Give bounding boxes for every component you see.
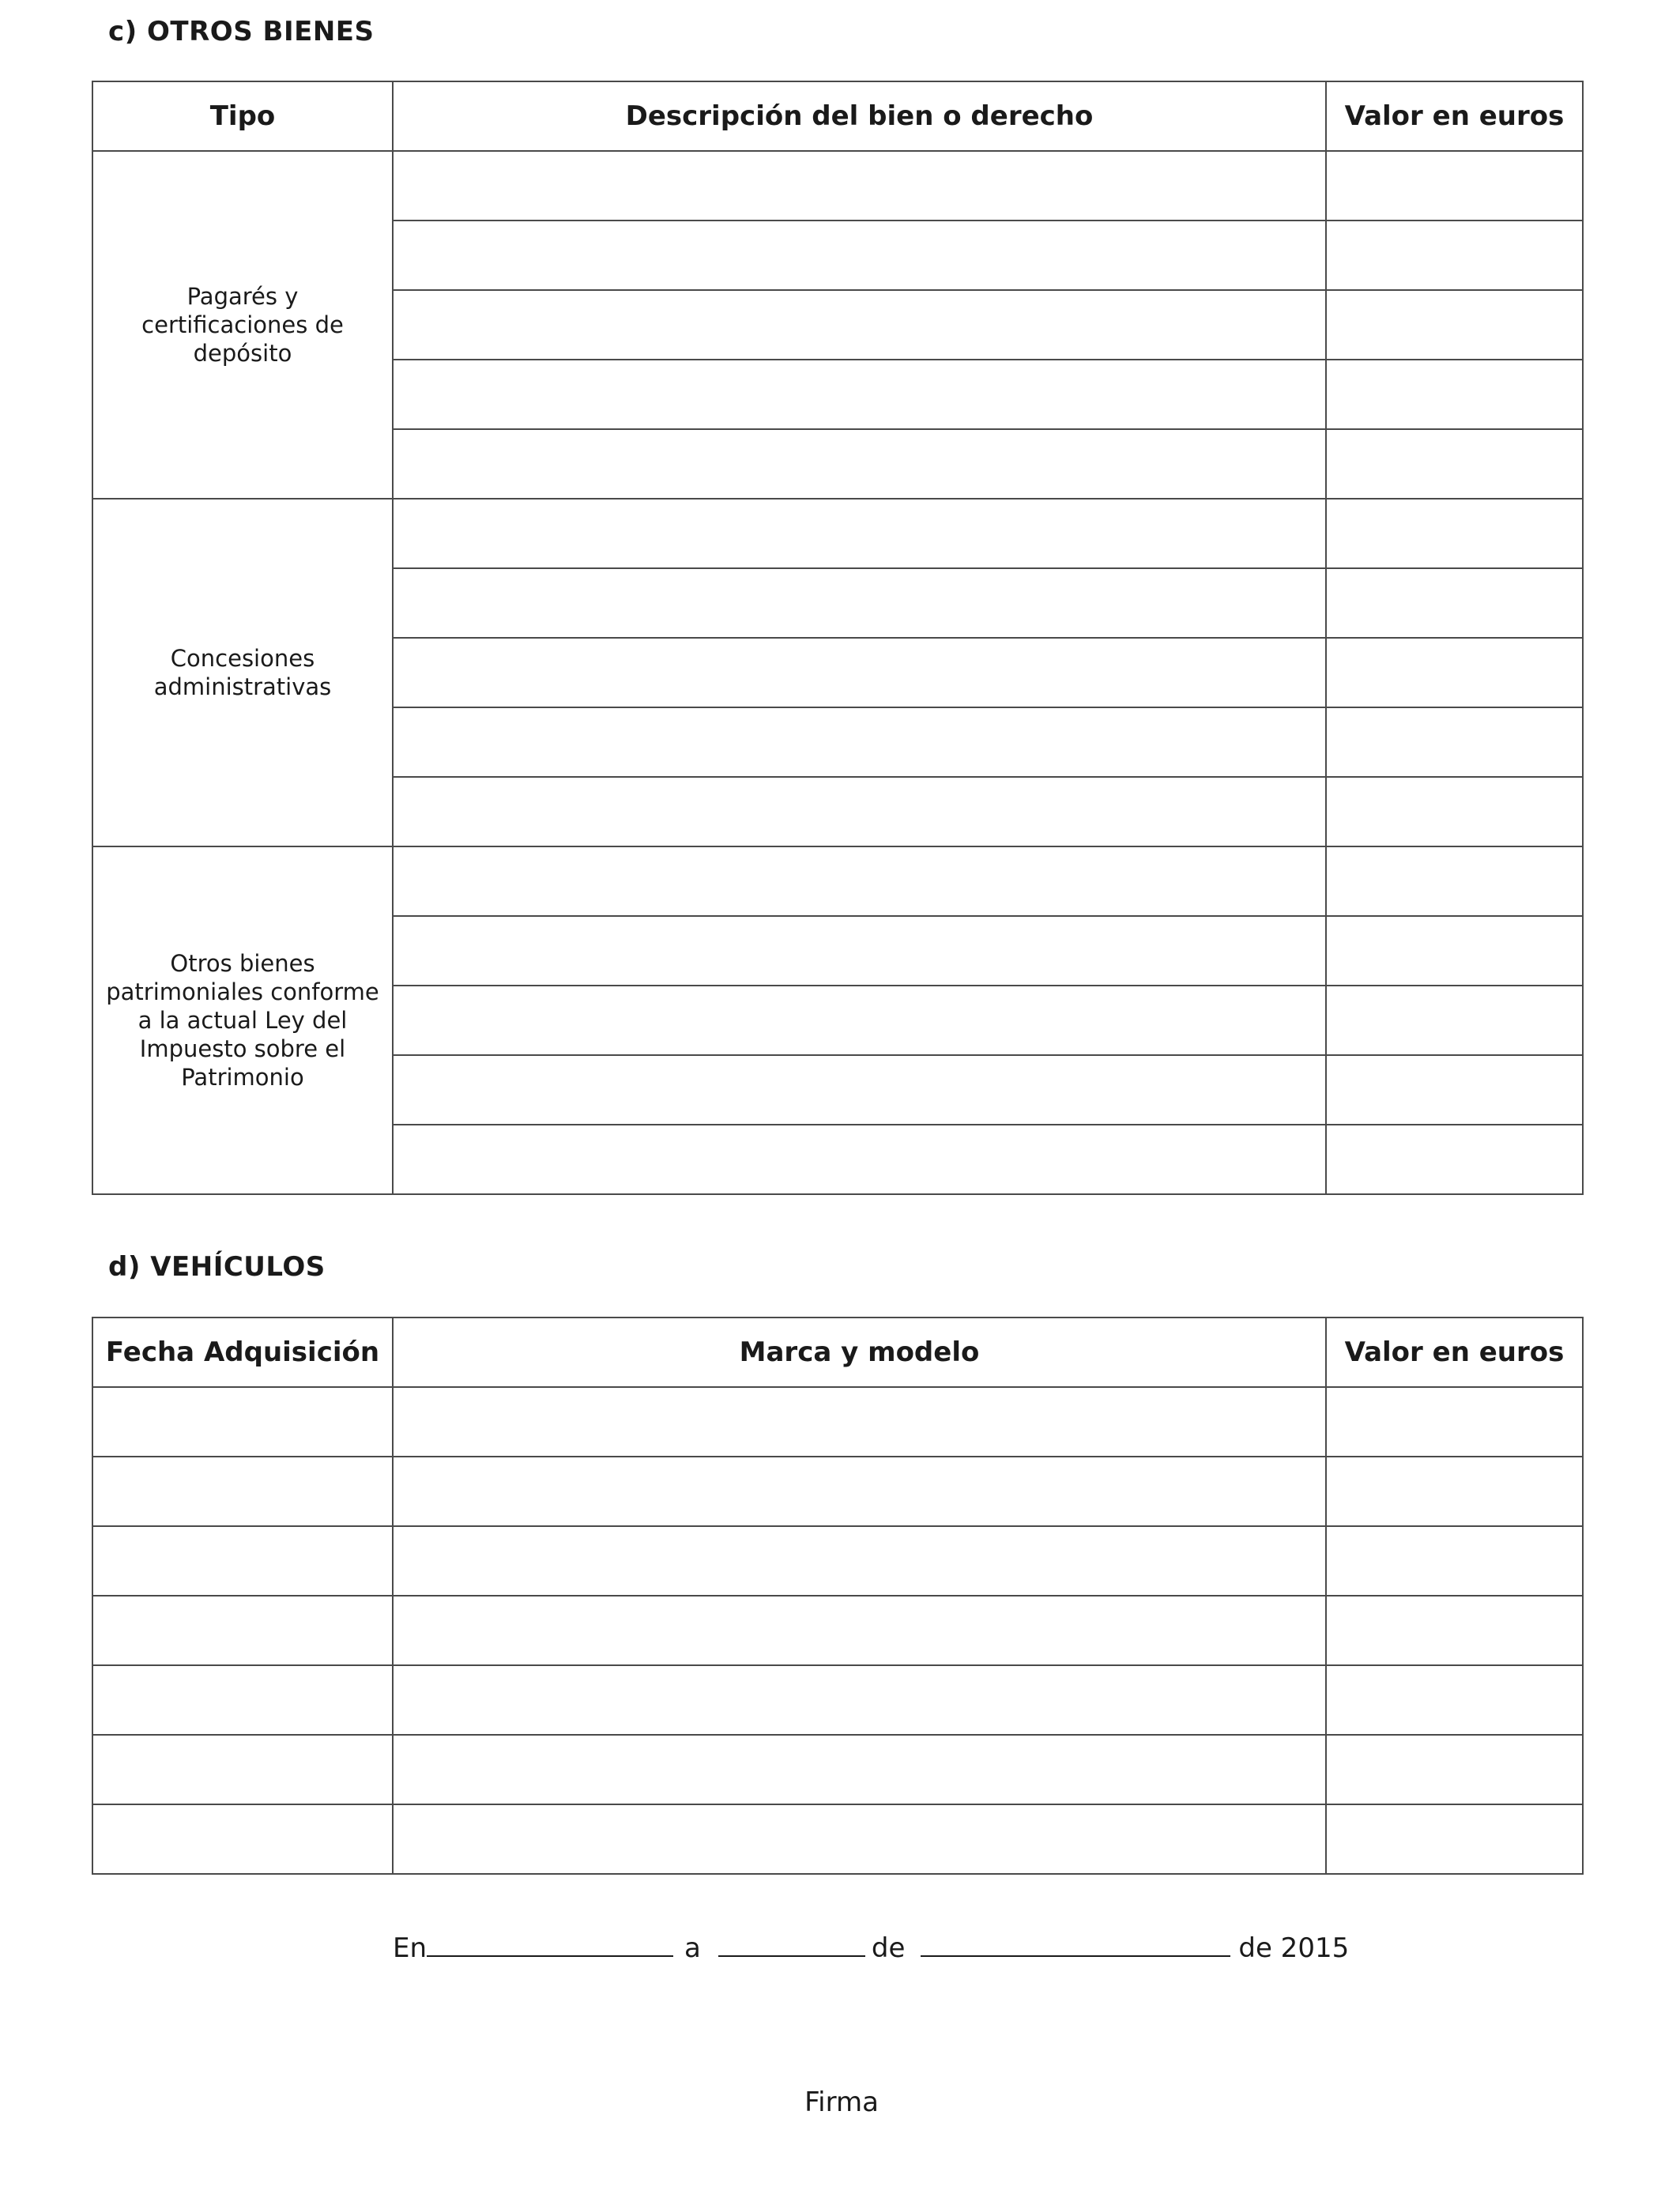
table-row — [92, 846, 1583, 916]
valor-field[interactable] — [1326, 638, 1583, 707]
descripcion-field[interactable] — [393, 846, 1326, 916]
fecha-field[interactable] — [92, 1457, 393, 1526]
descripcion-field[interactable] — [393, 777, 1326, 846]
day-blank[interactable] — [718, 1928, 865, 1957]
descripcion-field[interactable] — [393, 499, 1326, 568]
month-blank[interactable] — [921, 1928, 1230, 1957]
firma-block — [0, 2087, 1680, 2118]
place-blank[interactable] — [427, 1928, 673, 1957]
table-row — [92, 499, 1583, 568]
vehiculos-table — [92, 1317, 1584, 1875]
header-descripcion: Descripción del bien o derecho — [393, 81, 1326, 151]
valor-field[interactable] — [1326, 846, 1583, 916]
valor-field[interactable] — [1326, 360, 1583, 429]
descripcion-field[interactable] — [393, 986, 1326, 1055]
tipo-concesiones — [92, 499, 393, 846]
table-row — [92, 1596, 1583, 1665]
descripcion-field[interactable] — [393, 151, 1326, 221]
tipo-otros-bienes — [92, 846, 393, 1194]
header-tipo: Tipo — [92, 81, 393, 151]
header-fecha: Fecha Adquisición — [92, 1318, 393, 1387]
vehiculos-header-row — [92, 1318, 1583, 1387]
place-date-line — [393, 1928, 1349, 1964]
valor-field[interactable] — [1326, 1125, 1583, 1194]
header-valor-vehiculo: Valor en euros — [1326, 1318, 1583, 1387]
year-label: de 2015 — [1238, 1932, 1350, 1964]
descripcion-field[interactable] — [393, 1055, 1326, 1125]
descripcion-field[interactable] — [393, 568, 1326, 638]
descripcion-field[interactable] — [393, 1125, 1326, 1194]
table-row — [92, 151, 1583, 221]
valor-field[interactable] — [1326, 986, 1583, 1055]
marca-field[interactable] — [393, 1526, 1326, 1596]
descripcion-field[interactable] — [393, 429, 1326, 499]
table-row — [92, 1665, 1583, 1735]
valor-field[interactable] — [1326, 221, 1583, 290]
otros-bienes-table — [92, 81, 1584, 1195]
valor-field[interactable] — [1326, 707, 1583, 777]
valor-field[interactable] — [1326, 1055, 1583, 1125]
marca-field[interactable] — [393, 1665, 1326, 1735]
tipo-pagares — [92, 151, 393, 499]
marca-field[interactable] — [393, 1735, 1326, 1804]
fecha-field[interactable] — [92, 1665, 393, 1735]
fecha-field[interactable] — [92, 1735, 393, 1804]
tipo-otros-bienes-label: Otros bienes patrimoniales conforme a la actual Ley del Impuesto sobre el Patrimonio — [106, 950, 379, 1091]
descripcion-field[interactable] — [393, 916, 1326, 986]
valor-field[interactable] — [1326, 568, 1583, 638]
valor-field[interactable] — [1326, 1526, 1583, 1596]
valor-field[interactable] — [1326, 429, 1583, 499]
marca-field[interactable] — [393, 1804, 1326, 1874]
valor-field[interactable] — [1326, 777, 1583, 846]
tipo-pagares-label: Pagarés y certificaciones de depósito — [141, 283, 344, 367]
table-row — [92, 1387, 1583, 1457]
a-label: a — [684, 1932, 701, 1964]
valor-field[interactable] — [1326, 1665, 1583, 1735]
valor-field[interactable] — [1326, 290, 1583, 360]
header-valor: Valor en euros — [1326, 81, 1583, 151]
descripcion-field[interactable] — [393, 290, 1326, 360]
valor-field[interactable] — [1326, 1596, 1583, 1665]
table-row — [92, 1735, 1583, 1804]
tipo-concesiones-label: Concesiones administrativas — [153, 645, 332, 700]
firma-label: Firma — [804, 2087, 879, 2118]
descripcion-field[interactable] — [393, 221, 1326, 290]
valor-field[interactable] — [1326, 151, 1583, 221]
fecha-field[interactable] — [92, 1387, 393, 1457]
header-marca: Marca y modelo — [393, 1318, 1326, 1387]
en-label: En — [393, 1932, 428, 1964]
section-d-title: d) VEHÍCULOS — [108, 1251, 326, 1283]
section-c-title: c) OTROS BIENES — [108, 16, 375, 47]
valor-field[interactable] — [1326, 1457, 1583, 1526]
table-row — [92, 1526, 1583, 1596]
de-label: de — [871, 1932, 906, 1964]
otros-bienes-header-row — [92, 81, 1583, 151]
fecha-field[interactable] — [92, 1804, 393, 1874]
valor-field[interactable] — [1326, 916, 1583, 986]
descripcion-field[interactable] — [393, 707, 1326, 777]
valor-field[interactable] — [1326, 1735, 1583, 1804]
fecha-field[interactable] — [92, 1526, 393, 1596]
valor-field[interactable] — [1326, 1804, 1583, 1874]
table-row — [92, 1457, 1583, 1526]
marca-field[interactable] — [393, 1387, 1326, 1457]
valor-field[interactable] — [1326, 499, 1583, 568]
fecha-field[interactable] — [92, 1596, 393, 1665]
descripcion-field[interactable] — [393, 638, 1326, 707]
marca-field[interactable] — [393, 1457, 1326, 1526]
marca-field[interactable] — [393, 1596, 1326, 1665]
descripcion-field[interactable] — [393, 360, 1326, 429]
valor-field[interactable] — [1326, 1387, 1583, 1457]
table-row — [92, 1804, 1583, 1874]
